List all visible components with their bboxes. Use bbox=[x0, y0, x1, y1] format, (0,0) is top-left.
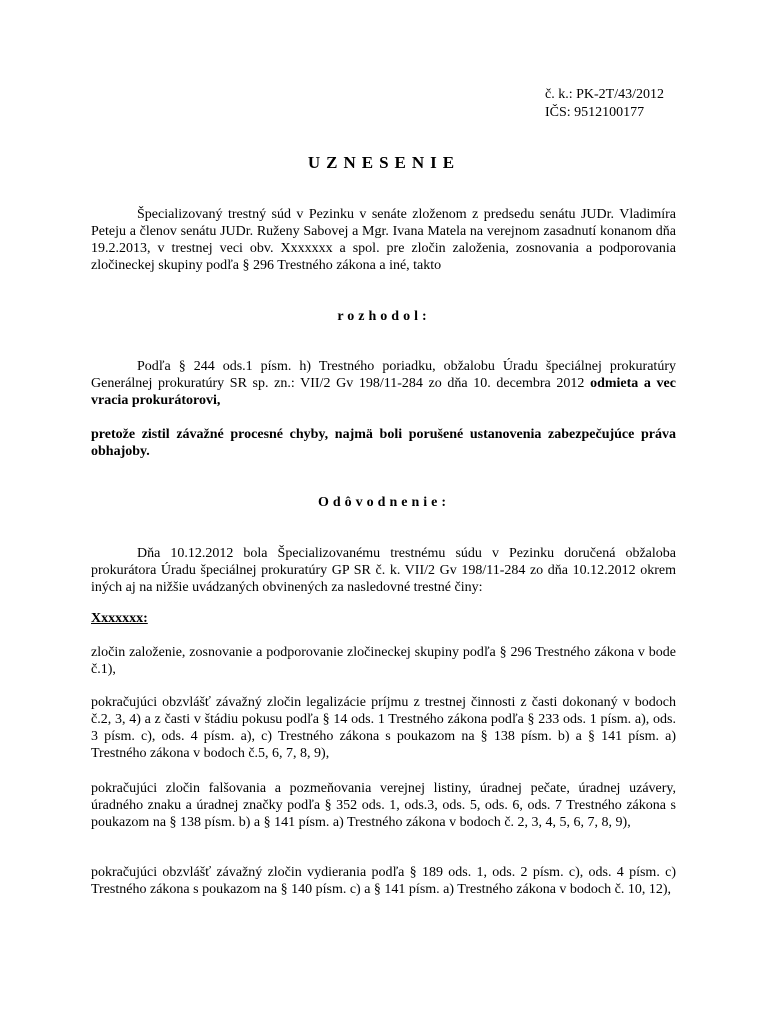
charge-item: pokračujúci obzvlášť závažný zločin legalizácie príjmu z trestnej činnosti z časti dokonaný v bodoch č.2, 3, 4) a z časti v štádiu pokusu podľa § 14 ods. 1 Trestného zákona podľa § 233 ods. 1 písm. a), ods. 3 písm. c), ods. 4 písm. a), c) Trestného zákona s poukazom na § 138 písm. b) a § 141 písm. a) Trestného zákona v bodoch č.5, 6, 7, 8, 9), bbox=[91, 695, 676, 761]
decision-paragraph bbox=[91, 358, 676, 409]
justification-intro: Dňa 10.12.2012 bola Špecializovanému trestnému súdu v Pezinku doručená obžaloba prokurátora Úradu špeciálnej prokuratúry GP SR č. k. VII/2 Gv 198/11-284 zo dňa 10.12.2012 okrem iných aj na nižšie uvádzaných obvinených za nasledovné trestné činy: bbox=[91, 546, 676, 595]
intro-paragraph: Špecializovaný trestný súd v Pezinku v senáte zloženom z predsedu senátu JUDr. Vladimíra Peteju a členov senátu JUDr. Ruženy Sabovej a Mgr. Ivana Matela na verejnom zasadnutí konanom dňa 19.2.2013, v trestnej veci obv. Xxxxxxx a spol. pre zločin založenia, zosnovania a podporovania zločineckej skupiny podľa § 296 Trestného zákona a iné, takto bbox=[91, 207, 676, 273]
document-title: UZNESENIE bbox=[307, 153, 461, 172]
defendant-label: Xxxxxxx: bbox=[91, 611, 148, 626]
defendant-name bbox=[91, 610, 676, 627]
charge-item: pokračujúci obzvlášť závažný zločin vydierania podľa § 189 ods. 1, ods. 2 písm. c), ods. 4 písm. c) Trestného zákona s poukazom na § 140 písm. c) a § 141 písm. a) Trestného zákona v bodoch č. 10, 12), bbox=[91, 865, 676, 897]
charge-item: zločin založenie, zosnovanie a podporovanie zločineckej skupiny podľa § 296 Trestného zákona v bode č.1), bbox=[91, 645, 676, 677]
decision-verdict: odmieta a vec vracia prokurátorovi, bbox=[91, 376, 676, 408]
charge-item: pokračujúci zločin falšovania a pozmeňovania verejnej listiny, úradnej pečate, úradnej uzávery, úradného znaku a úradnej značky podľa § 352 ods. 1, ods.3, ods. 5, ods. 6, ods. 7 Trestného zákona s poukazom na § 138 písm. b) a § 141 písm. a) Trestného zákona v bodoch č. 2, 3, 4, 5, 6, 7, 8, 9), bbox=[91, 781, 676, 830]
case-reference bbox=[545, 86, 664, 122]
ics-number: IČS: 9512100177 bbox=[545, 105, 645, 120]
case-number: č. k.: PK-2T/43/2012 bbox=[545, 87, 664, 102]
justification-heading: Odôvodnenie: bbox=[317, 495, 450, 510]
reason-paragraph: pretože zistil závažné procesné chyby, najmä boli porušené ustanovenia zabezpečujúce práva obhajoby. bbox=[91, 427, 676, 459]
decision-heading: rozhodol: bbox=[337, 309, 431, 324]
decision-text: Podľa § 244 ods.1 písm. h) Trestného poriadku, obžalobu Úradu špeciálnej prokuratúry Generálnej prokuratúry SR sp. zn.: VII/2 Gv 198/11-284 zo dňa 10. decembra 2012 bbox=[91, 359, 676, 391]
